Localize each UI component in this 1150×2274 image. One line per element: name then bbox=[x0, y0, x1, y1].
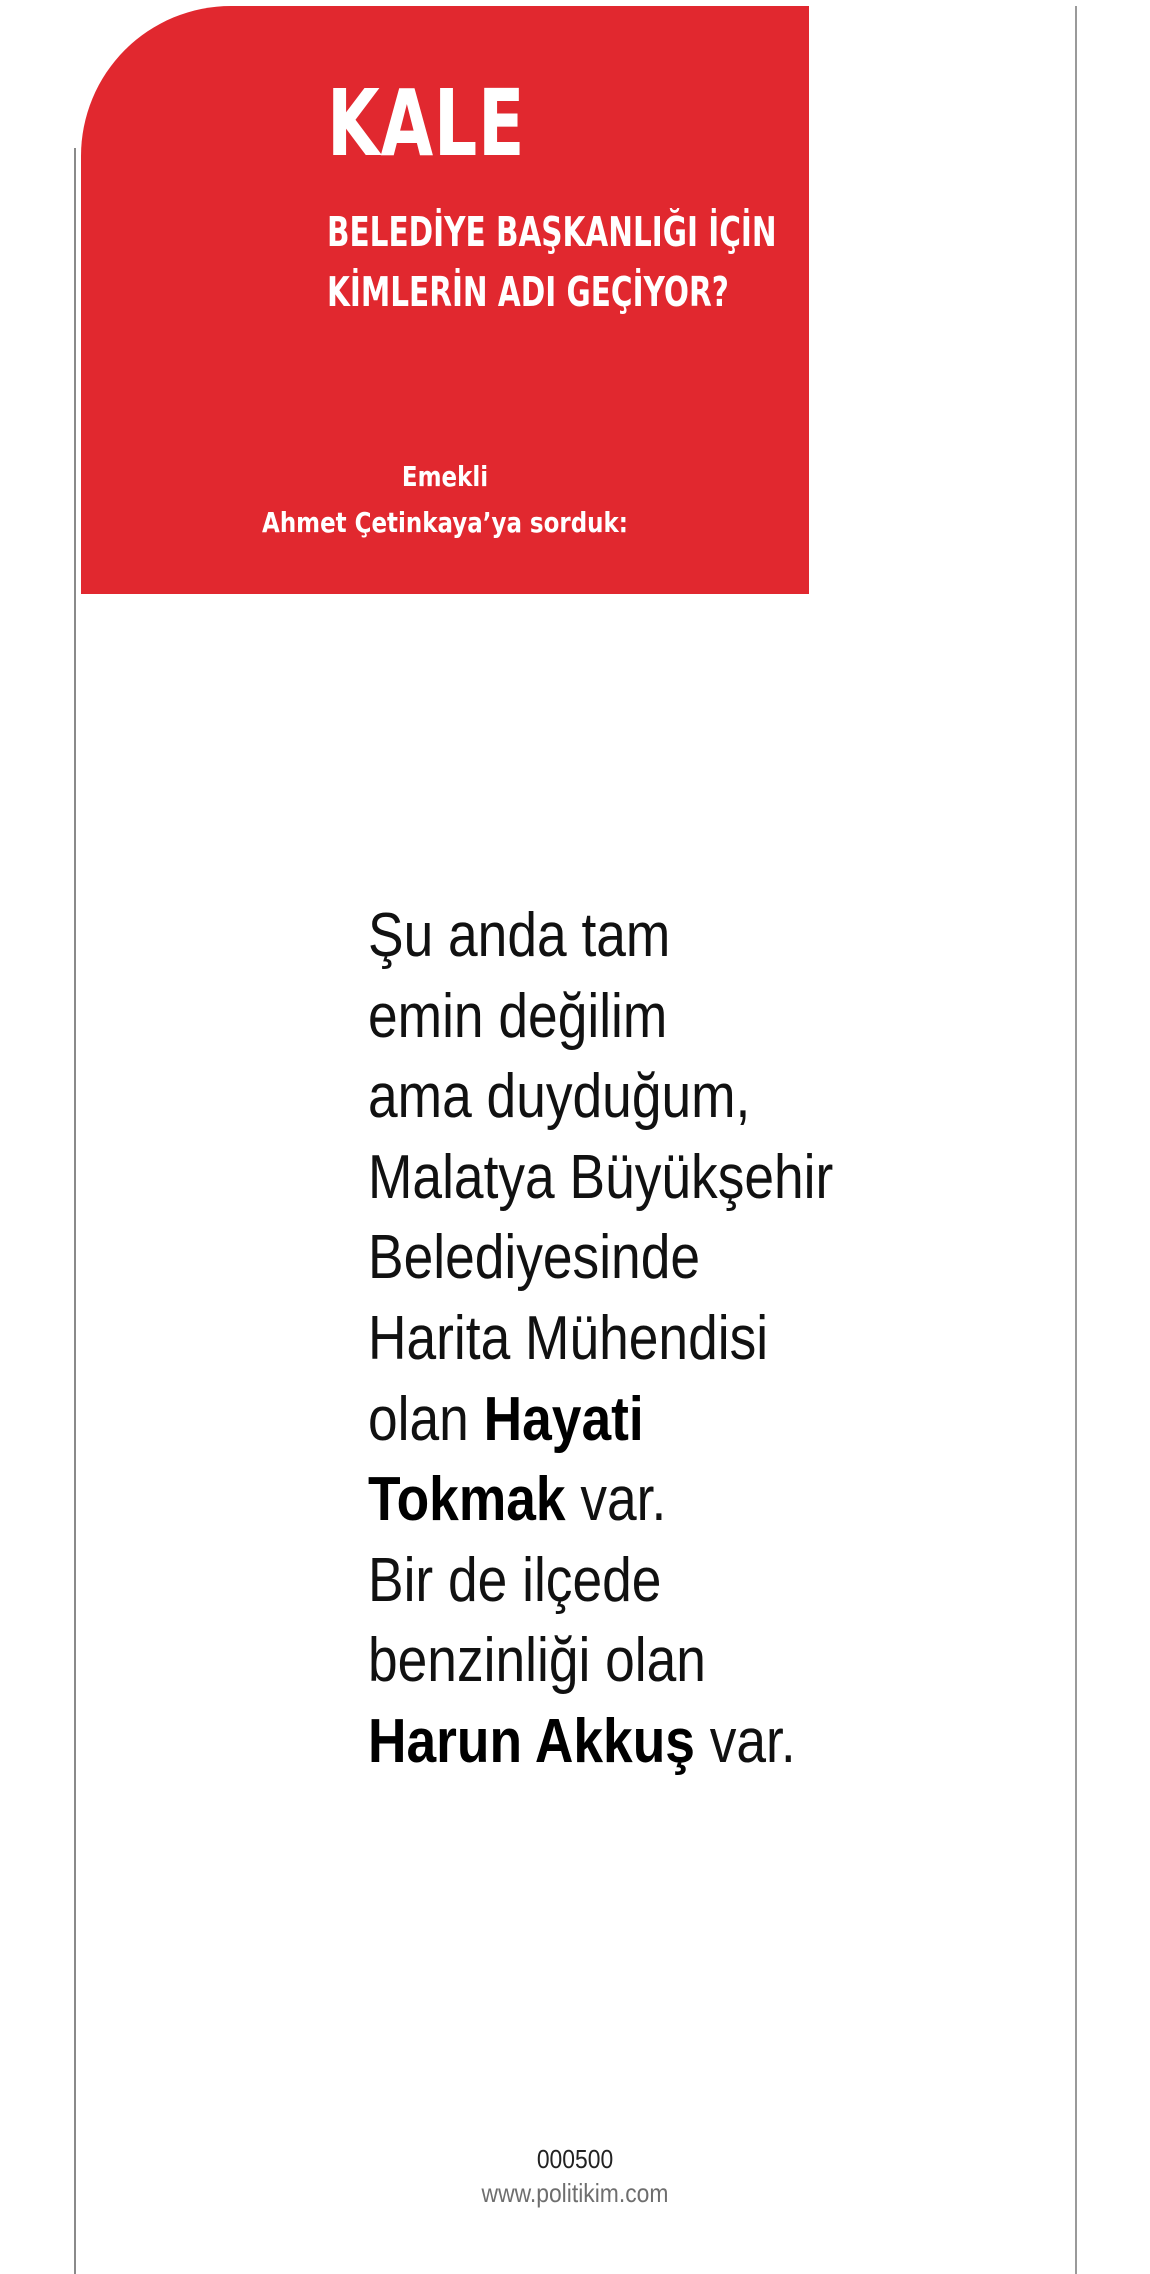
answer-line-9: Bir de ilçede bbox=[368, 1545, 662, 1615]
answer-line-10: benzinliği olan bbox=[368, 1626, 706, 1696]
city-title: KALE bbox=[327, 70, 526, 177]
interviewee-caption bbox=[147, 454, 744, 546]
question-line-2: KİMLERİN ADI GEÇİYOR? bbox=[327, 268, 729, 316]
answer-line-7 bbox=[368, 1380, 833, 1461]
candidate-name-harun-akkus: Harun Akkuş bbox=[368, 1706, 695, 1776]
right-margin-rule bbox=[1075, 6, 1077, 2274]
candidate-name-tokmak: Tokmak bbox=[368, 1465, 566, 1535]
website-link[interactable]: www.politikim.com bbox=[481, 2178, 669, 2208]
question-line-1: BELEDİYE BAŞKANLIĞI İÇİN bbox=[327, 208, 777, 256]
answer-line-4: Malatya Büyükşehir bbox=[368, 1142, 834, 1212]
answer-line-5: Belediyesinde bbox=[368, 1223, 701, 1293]
interviewee-line-1: Emekli bbox=[401, 460, 489, 493]
header-banner bbox=[81, 6, 809, 594]
answer-line-11-text: var. bbox=[694, 1706, 796, 1776]
page-footer bbox=[69, 2142, 1081, 2210]
answer-line-11 bbox=[368, 1702, 833, 1783]
answer-line-7-text: olan bbox=[368, 1384, 484, 1454]
answer-line-8 bbox=[368, 1460, 833, 1541]
answer-quote bbox=[368, 896, 833, 1783]
candidate-name-hayati: Hayati bbox=[483, 1384, 644, 1454]
answer-line-3: ama duyduğum, bbox=[368, 1062, 751, 1132]
question-heading bbox=[327, 202, 777, 322]
answer-line-2: emin değilim bbox=[368, 981, 668, 1051]
interviewee-line-2: Ahmet Çetinkaya’ya sorduk: bbox=[262, 506, 628, 539]
answer-line-8-text: var. bbox=[565, 1465, 667, 1535]
answer-line-1: Şu anda tam bbox=[368, 901, 671, 970]
answer-line-6: Harita Mühendisi bbox=[368, 1303, 769, 1373]
document-code: 000500 bbox=[536, 2144, 614, 2174]
left-margin-rule bbox=[74, 148, 76, 2274]
